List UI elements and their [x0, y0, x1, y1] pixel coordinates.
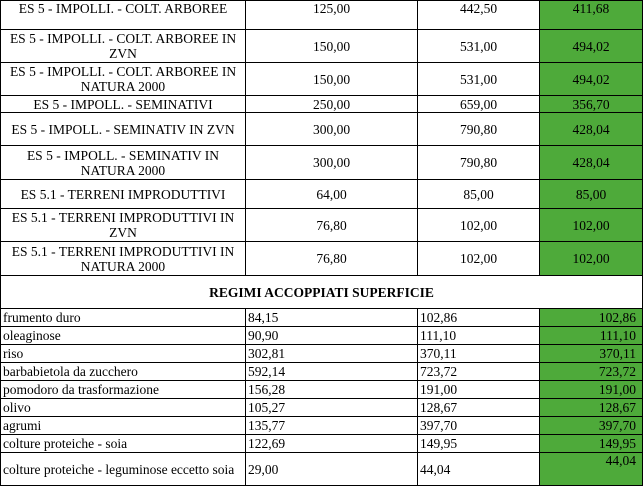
value-1: 84,15: [246, 309, 418, 327]
table-row: [1, 399, 643, 417]
table-row: [1, 381, 643, 399]
value-3-highlighted: 723,72: [540, 363, 643, 381]
table-row: [1, 453, 643, 486]
value-2: 191,00: [418, 381, 540, 399]
row-label: oleaginose: [1, 327, 246, 345]
row-label: agrumi: [1, 417, 246, 435]
table-row: [1, 327, 643, 345]
value-3-highlighted: 494,02: [540, 63, 643, 96]
table-row: [1, 417, 643, 435]
value-2: 102,86: [418, 309, 540, 327]
value-1: 29,00: [246, 453, 418, 486]
table-row: [1, 146, 643, 180]
value-3-highlighted: 102,86: [540, 309, 643, 327]
value-2: 531,00: [418, 30, 540, 63]
value-2: 397,70: [418, 417, 540, 435]
table-row: [1, 30, 643, 63]
value-1: 135,77: [246, 417, 418, 435]
value-2: 111,10: [418, 327, 540, 345]
value-2: 531,00: [418, 63, 540, 96]
value-1: 250,00: [246, 96, 418, 113]
row-label: ES 5.1 - TERRENI IMPRODUTTIVI IN NATURA 2000: [1, 242, 246, 276]
row-label: barbabietola da zucchero: [1, 363, 246, 381]
value-3-highlighted: 370,11: [540, 345, 643, 363]
table-row: [1, 180, 643, 209]
value-1: 122,69: [246, 435, 418, 453]
row-label: ES 5.1 - TERRENI IMPRODUTTIVI IN ZVN: [1, 209, 246, 242]
table-row: [1, 345, 643, 363]
section-title: REGIMI ACCOPPIATI SUPERFICIE: [1, 276, 643, 309]
value-3-highlighted: 111,10: [540, 327, 643, 345]
value-2: 659,00: [418, 96, 540, 113]
value-1: 90,90: [246, 327, 418, 345]
value-2: 790,80: [418, 113, 540, 146]
value-1: 302,81: [246, 345, 418, 363]
value-1: 156,28: [246, 381, 418, 399]
table-row: [1, 309, 643, 327]
row-label: colture proteiche - leguminose eccetto soia: [1, 453, 246, 486]
row-label: ES 5 - IMPOLL. - SEMINATIV IN ZVN: [1, 113, 246, 146]
value-3-highlighted: 356,70: [540, 96, 643, 113]
value-1: 150,00: [246, 63, 418, 96]
row-label: ES 5 - IMPOLLI. - COLT. ARBOREE IN ZVN: [1, 30, 246, 63]
value-1: 592,14: [246, 363, 418, 381]
value-2: 44,04: [418, 453, 540, 486]
value-1: 64,00: [246, 180, 418, 209]
value-1: 300,00: [246, 113, 418, 146]
value-3-highlighted: 191,00: [540, 381, 643, 399]
value-3-highlighted: 428,04: [540, 146, 643, 180]
value-3-highlighted: 149,95: [540, 435, 643, 453]
value-3-highlighted: 85,00: [540, 180, 643, 209]
value-2: 442,50: [418, 1, 540, 30]
value-1: 105,27: [246, 399, 418, 417]
table-row: [1, 1, 643, 30]
value-1: 150,00: [246, 30, 418, 63]
value-2: 128,67: [418, 399, 540, 417]
row-label: olivo: [1, 399, 246, 417]
value-3-highlighted: 411,68: [540, 1, 643, 30]
value-1: 300,00: [246, 146, 418, 180]
table-row: [1, 209, 643, 242]
table-row: [1, 363, 643, 381]
row-label: pomodoro da trasformazione: [1, 381, 246, 399]
row-label: riso: [1, 345, 246, 363]
row-label: colture proteiche - soia: [1, 435, 246, 453]
value-1: 76,80: [246, 209, 418, 242]
value-2: 149,95: [418, 435, 540, 453]
row-label: ES 5 - IMPOLL. - SEMINATIV IN NATURA 2000: [1, 146, 246, 180]
table-row: [1, 63, 643, 96]
row-label: ES 5.1 - TERRENI IMPRODUTTIVI: [1, 180, 246, 209]
table-row: [1, 113, 643, 146]
row-label: frumento duro: [1, 309, 246, 327]
value-2: 102,00: [418, 209, 540, 242]
value-1: 125,00: [246, 1, 418, 30]
row-label: ES 5 - IMPOLLI. - COLT. ARBOREE IN NATURA 2000: [1, 63, 246, 96]
value-3-highlighted: 44,04: [540, 453, 643, 486]
value-2: 102,00: [418, 242, 540, 276]
row-label: ES 5 - IMPOLLI. - COLT. ARBOREE: [1, 1, 246, 30]
table-row: [1, 96, 643, 113]
table-row: [1, 242, 643, 276]
value-2: 85,00: [418, 180, 540, 209]
row-label: ES 5 - IMPOLL. - SEMINATIVI: [1, 96, 246, 113]
value-2: 790,80: [418, 146, 540, 180]
value-3-highlighted: 128,67: [540, 399, 643, 417]
table-row: [1, 435, 643, 453]
value-2: 370,11: [418, 345, 540, 363]
value-3-highlighted: 428,04: [540, 113, 643, 146]
value-3-highlighted: 102,00: [540, 209, 643, 242]
value-1: 76,80: [246, 242, 418, 276]
value-3-highlighted: 494,02: [540, 30, 643, 63]
value-3-highlighted: 102,00: [540, 242, 643, 276]
value-3-highlighted: 397,70: [540, 417, 643, 435]
value-2: 723,72: [418, 363, 540, 381]
section-row: [1, 276, 643, 309]
